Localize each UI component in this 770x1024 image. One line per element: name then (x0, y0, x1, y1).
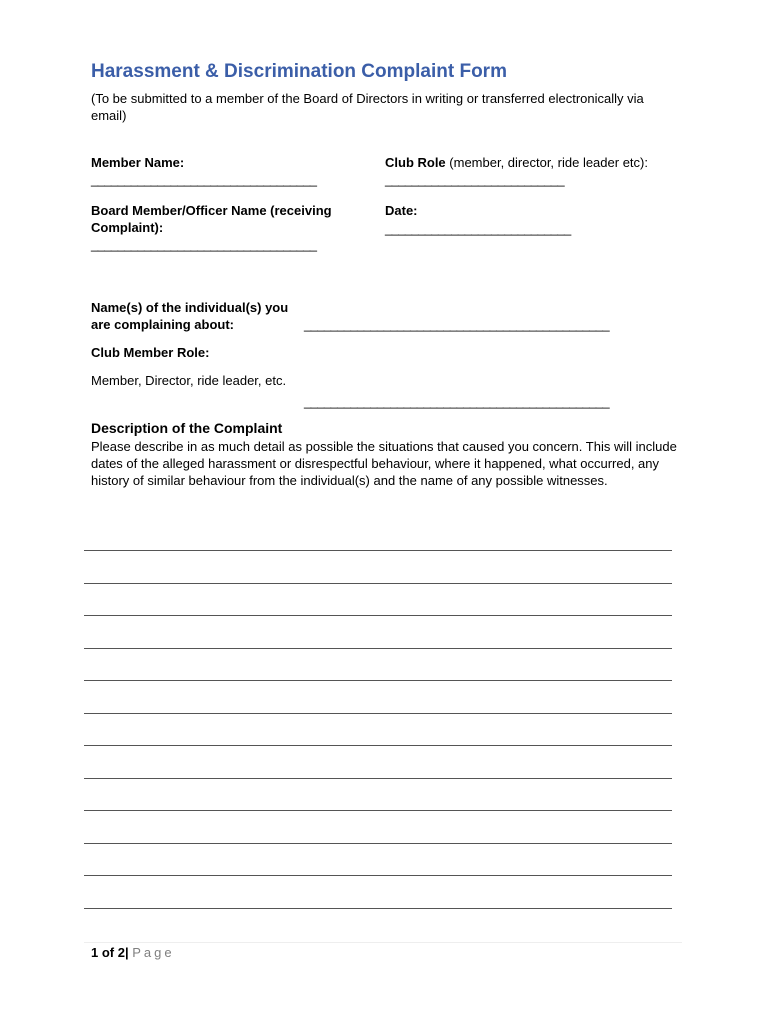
board-member-label: Board Member/Officer Name (receiving Complaint): (91, 203, 332, 235)
club-role-hint: (member, director, ride leader etc): (445, 155, 648, 170)
form-title: Harassment & Discrimination Complaint Form (91, 61, 507, 82)
club-member-role-label: Club Member Role: (91, 345, 210, 360)
answer-line[interactable] (84, 810, 672, 811)
footer-divider (84, 942, 682, 943)
club-role-label: Club Role (385, 155, 446, 170)
member-name-field[interactable]: __________________________________ (91, 172, 317, 187)
page-footer (91, 945, 175, 960)
answer-line[interactable] (84, 648, 672, 649)
club-member-role-hint: Member, Director, ride leader, etc. (91, 373, 287, 388)
page-number: 1 of 2 (91, 945, 125, 960)
answer-line[interactable] (84, 908, 672, 909)
individuals-field[interactable]: ______________________________________________ (304, 317, 609, 332)
date-field[interactable]: ____________________________ (385, 221, 571, 236)
answer-line[interactable] (84, 583, 672, 584)
answer-line[interactable] (84, 778, 672, 779)
answer-line[interactable] (84, 550, 672, 551)
club-member-role-field[interactable]: ______________________________________________ (304, 394, 609, 409)
description-text: Please describe in as much detail as possible the situations that caused you concern. This will include dates of the alleged harassment or disrespectful behaviour, where it happened, what occurred, any history of similar behaviour from the individual(s) and the name of any possible witnesses. (91, 439, 677, 488)
answer-line[interactable] (84, 745, 672, 746)
form-subtitle: (To be submitted to a member of the Board of Directors in writing or transferred electronically via email) (91, 91, 644, 123)
answer-line[interactable] (84, 615, 672, 616)
description-heading: Description of the Complaint (91, 420, 283, 436)
date-label: Date: (385, 203, 418, 218)
member-name-label: Member Name: (91, 155, 185, 170)
page-separator: | (124, 945, 133, 960)
page-word: Page (132, 945, 175, 960)
board-member-field[interactable]: __________________________________ (91, 237, 317, 252)
answer-line[interactable] (84, 843, 672, 844)
club-role-field[interactable]: ___________________________ (385, 172, 565, 187)
club-role-block (385, 154, 655, 188)
answer-line[interactable] (84, 680, 672, 681)
answer-line[interactable] (84, 875, 672, 876)
individuals-label: Name(s) of the individual(s) you are complaining about: (91, 300, 289, 332)
answer-line[interactable] (84, 713, 672, 714)
